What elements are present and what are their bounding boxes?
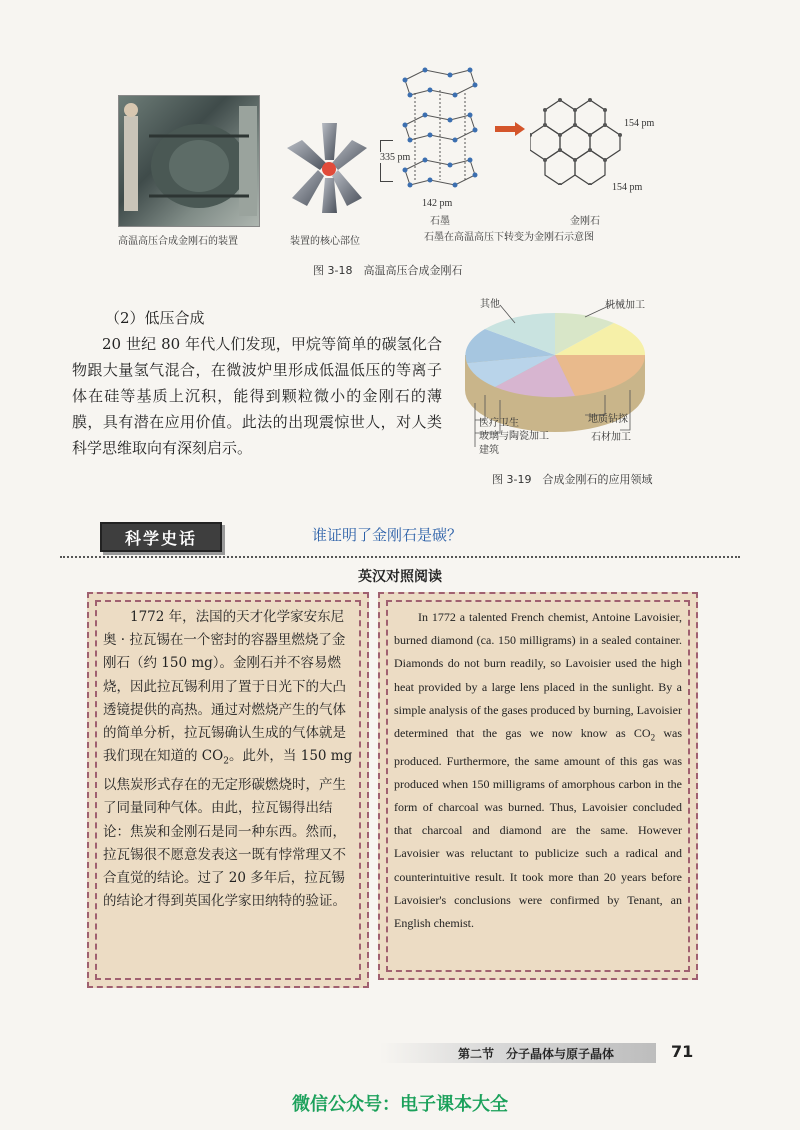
badge-label: 科学史话: [124, 528, 197, 548]
english-text: In 1772 a talented French chemist, Antoine Lavoisier, burned diamond (ca. 150 milligrams) in a sealed container. Diamonds do not burn readily, so Lavoisier used the high heat provided by a large lens placed in the sunlight. By a simple analysis of the gases produced by burning, Lavoisier determined that the gas we now know as $CO_2$ was produced. Furthermore, the same amount of this gas was produced when 150 milligrams of amorphous carbon in the form of charcoal was burned. Thus, Lavoisier concluded that charcoal and diamond are the same. However Lavoisier was reluctant to publicize such a radical and counterintuitive result. It took more than 20 years before Lavoisier's conclusions were confirmed by Tenant, an English chemist.: [394, 610, 682, 931]
apparatus-photo: [118, 95, 260, 227]
science-history-badge: [100, 522, 222, 552]
figure18-title: 图 3-18 高温高压合成金刚石: [313, 264, 463, 277]
graphite-structure: [395, 65, 485, 205]
label-stone: 石材加工: [591, 432, 631, 443]
caption-apparatus: 高温高压合成金刚石的装置: [118, 236, 238, 247]
dim-154b: 154 pm: [612, 182, 643, 193]
arrow-right-icon: [495, 122, 525, 136]
figure19-title: 图 3-19 合成金刚石的应用领域: [492, 473, 653, 486]
label-glass: 玻璃与陶瓷加工: [479, 431, 549, 442]
caption-transform: 石墨在高温高压下转变为金刚石示意图: [424, 232, 594, 243]
bilingual-subtitle: 英汉对照阅读: [358, 569, 442, 585]
dotted-divider: [60, 556, 740, 558]
label-drilling: 地质钻探: [588, 414, 628, 425]
label-building: 建筑: [479, 445, 499, 456]
watermark: 微信公众号：电子课本大全: [292, 1094, 508, 1115]
diamond-structure: [530, 90, 625, 185]
label-other: 其他: [480, 299, 500, 310]
section-heading: （2）低压合成: [105, 309, 205, 327]
footer-section-label: 第二节 分子晶体与原子晶体: [458, 1047, 615, 1061]
history-question: 谁证明了金刚石是碳？: [312, 526, 463, 544]
caption-core: 装置的核心部位: [290, 236, 360, 247]
english-reading-box: [378, 592, 698, 980]
chinese-text: 1772 年，法国的天才化学家安东尼奥 · 拉瓦锡在一个密封的容器里燃烧了金刚石（约 150 mg）。金刚石并不容易燃烧，因此拉瓦锡利用了置于日光下的大凸透镜提供的高热。通过对燃烧产生的气体的简单分析，拉瓦锡确认生成的气体就是我们现在知道的 $CO_2$。此外，当 150 mg 以焦炭形式存在的无定形碳燃烧时，产生了同量同种气体。由此，拉瓦锡得出结论：焦炭和金刚石是同一种东西。然而，拉瓦锡很不愿意发表这一既有悖常理又不合直觉的结论。过了 20 多年后，拉瓦锡的结论才得到英国化学家田纳特的验证。: [103, 609, 353, 910]
core-illustration: [282, 118, 372, 218]
chinese-reading-box: [87, 592, 369, 988]
dim-154a: 154 pm: [624, 118, 655, 129]
label-diamond: 金刚石: [570, 216, 600, 227]
label-medical: 医疗卫生: [479, 418, 519, 429]
page-number: 71: [671, 1042, 694, 1061]
label-machining: 机械加工: [605, 300, 645, 311]
apparatus-illustration: [119, 96, 259, 226]
dim-142: 142 pm: [422, 198, 453, 209]
section-paragraph: 20 世纪 80 年代人们发现，甲烷等简单的碳氢化合物跟大量氢气混合，在微波炉里形成低温低压的等离子体在硅等基质上沉积，能得到颗粒微小的金刚石的薄膜，具有潜在应用价值。此法的出现震惊世人，对人类科学思维取向有深刻启示。: [72, 335, 442, 457]
label-graphite: 石墨: [430, 216, 450, 227]
dim-335: 335 pm: [380, 152, 411, 163]
